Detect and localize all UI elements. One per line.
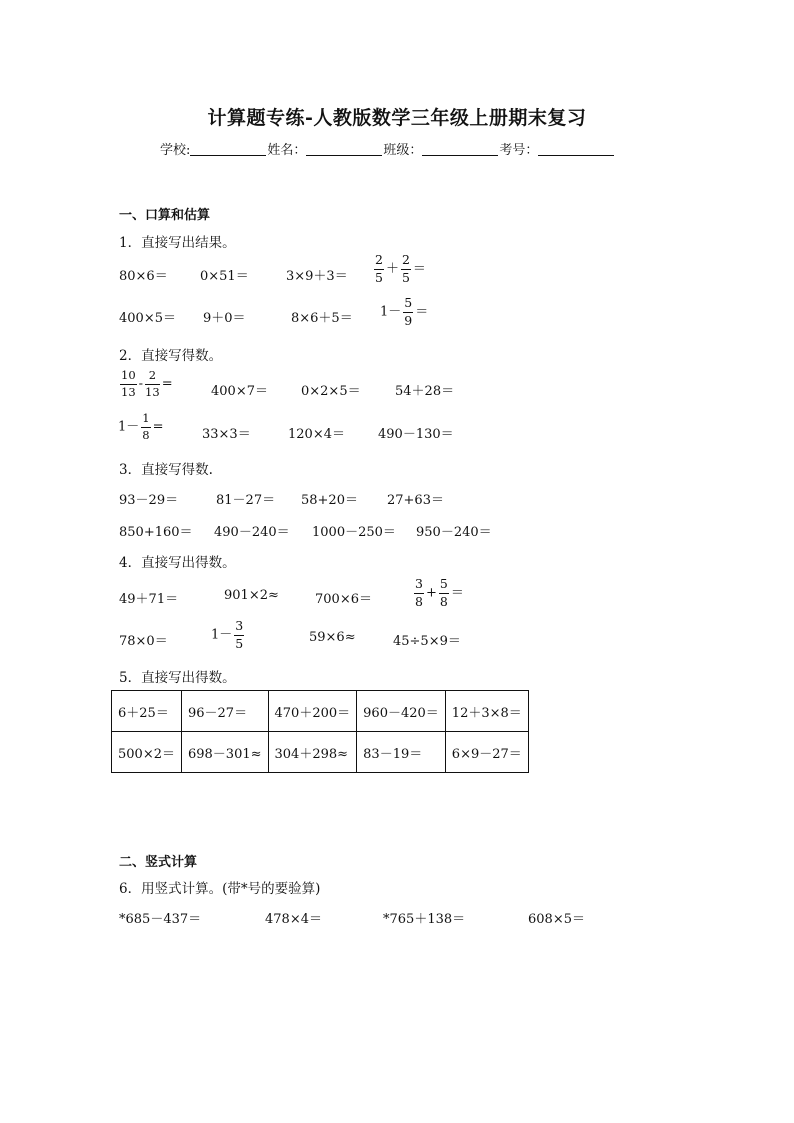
q1-item-b: 0×51＝ [200, 269, 249, 284]
operator: + [425, 585, 437, 601]
question-1-prompt: 1．直接写出结果。 [119, 235, 236, 251]
q4-item-e: 78×0＝ [119, 634, 168, 649]
fraction [374, 254, 384, 284]
q2-item-b: 400×7＝ [211, 384, 268, 399]
operator: - [138, 376, 144, 392]
exam-no-blank[interactable] [538, 143, 614, 156]
question-3-prompt: 3．直接写得数. [119, 462, 213, 478]
q4-item-c: 700×6＝ [315, 592, 372, 607]
q3-item-c: 58+20＝ [301, 493, 358, 508]
denominator: 8 [415, 593, 423, 609]
q5-table [111, 690, 529, 773]
q6-item-b: 478×4＝ [265, 912, 322, 927]
class-label: 班级： [383, 143, 423, 158]
q3-item-a: 93－29＝ [119, 493, 179, 508]
fraction [414, 578, 424, 608]
operator: ＋ [385, 261, 399, 277]
question-4-prompt: 4．直接写出得数。 [119, 555, 236, 571]
equals-sign: ＝ [450, 585, 464, 601]
denominator: 5 [401, 269, 410, 285]
minuend: 1－ [211, 627, 233, 643]
equals-sign: = [161, 376, 173, 392]
school-blank[interactable] [190, 143, 266, 156]
q1-item-e: 400×5＝ [119, 311, 176, 326]
fraction [403, 297, 413, 327]
q4-item-a: 49＋71＝ [119, 592, 179, 607]
table-cell: 12＋3×8＝ [445, 691, 528, 732]
fraction [145, 370, 160, 398]
q3-item-g: 1000－250＝ [312, 525, 396, 540]
denominator: 13 [121, 384, 136, 399]
table-cell: 83－19＝ [357, 732, 446, 773]
table-cell: 96－27＝ [181, 691, 268, 732]
q4-item-d [412, 578, 464, 608]
page-title: 计算题专练-人教版数学三年级上册期末复习 [207, 107, 587, 129]
q4-item-b: 901×2≈ [224, 588, 279, 603]
numerator: 5 [403, 297, 413, 313]
numerator: 10 [120, 370, 137, 385]
table-cell: 500×2＝ [112, 732, 182, 773]
fraction [401, 254, 411, 284]
numerator: 2 [374, 254, 384, 270]
equals-sign: ＝ [415, 304, 429, 320]
name-label: 姓名： [267, 143, 307, 158]
minuend: 1－ [380, 304, 402, 320]
exam-no-label: 考号： [499, 143, 539, 158]
q3-item-d: 27+63＝ [387, 493, 444, 508]
table-cell: 6＋25＝ [112, 691, 182, 732]
q6-item-d: 608×5＝ [528, 912, 585, 927]
denominator: 13 [145, 384, 160, 399]
q3-item-e: 850+160＝ [119, 525, 193, 540]
student-info-line [160, 139, 615, 158]
q1-item-d [372, 254, 426, 284]
denominator: 5 [375, 269, 383, 285]
q6-item-a: *685－437＝ [119, 912, 202, 927]
q3-item-b: 81－27＝ [216, 493, 276, 508]
section-heading-oral: 一、口算和估算 [119, 208, 211, 223]
q2-item-f: 33×3＝ [202, 427, 251, 442]
numerator: 2 [145, 370, 160, 385]
q2-item-h: 490－130＝ [378, 427, 454, 442]
fraction [120, 370, 137, 398]
fraction [439, 578, 449, 608]
denominator: 8 [142, 427, 150, 442]
table-cell: 304＋298≈ [268, 732, 357, 773]
equals-sign: ＝ [412, 261, 426, 277]
class-blank[interactable] [422, 143, 498, 156]
question-2-prompt: 2．直接写得数。 [119, 348, 223, 364]
q3-item-f: 490－240＝ [214, 525, 290, 540]
question-5-prompt: 5．直接写出得数。 [119, 670, 236, 686]
name-blank[interactable] [306, 143, 382, 156]
fraction [141, 413, 150, 441]
q1-item-a: 80×6＝ [119, 269, 168, 284]
denominator: 8 [439, 593, 448, 609]
table-row [112, 732, 529, 773]
table-cell: 960－420＝ [357, 691, 446, 732]
question-6-prompt: 6．用竖式计算。(带*号的要验算) [119, 881, 321, 897]
table-cell: 6×9－27＝ [445, 732, 528, 773]
q4-item-f [211, 620, 246, 650]
q1-item-h [380, 297, 428, 327]
q2-item-e [118, 413, 164, 441]
q4-item-g: 59×6≈ [309, 630, 356, 645]
q4-item-h: 45÷5×9＝ [393, 634, 461, 649]
table-row [112, 691, 529, 732]
numerator: 3 [234, 620, 244, 636]
table-cell: 698－301≈ [181, 732, 268, 773]
table-cell: 470＋200＝ [268, 691, 357, 732]
q6-item-c: *765＋138＝ [383, 912, 466, 927]
q1-item-g: 8×6＋5＝ [291, 311, 353, 326]
q3-item-h: 950－240＝ [416, 525, 492, 540]
q2-item-a [118, 370, 173, 398]
q1-item-f: 9＋0＝ [203, 311, 246, 326]
numerator: 3 [414, 578, 424, 594]
denominator: 9 [404, 312, 413, 328]
q2-item-g: 120×4＝ [288, 427, 345, 442]
school-label: 学校: [160, 143, 191, 158]
numerator: 1 [141, 413, 150, 428]
minuend: 1－ [118, 419, 140, 435]
denominator: 5 [235, 635, 244, 651]
equals-sign: = [152, 419, 164, 435]
q1-item-c: 3×9＋3＝ [286, 269, 348, 284]
q2-item-c: 0×2×5＝ [301, 384, 361, 399]
numerator: 5 [439, 578, 449, 594]
section-heading-vertical: 二、竖式计算 [119, 855, 198, 870]
fraction [234, 620, 244, 650]
numerator: 2 [401, 254, 411, 270]
q2-item-d: 54＋28＝ [395, 384, 455, 399]
